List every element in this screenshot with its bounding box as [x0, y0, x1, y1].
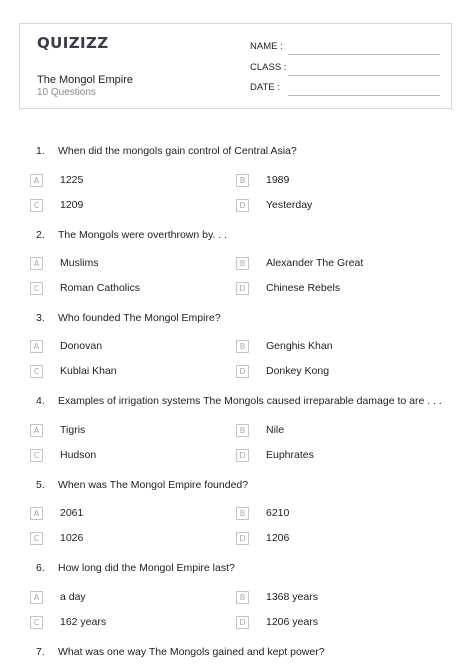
option-text: Yesterday: [266, 199, 313, 211]
name-line: [288, 54, 440, 55]
question-6: [0, 562, 474, 642]
option-letter-box: C: [30, 282, 43, 295]
option-d[interactable]: [236, 282, 436, 298]
question-4: [0, 395, 474, 475]
question-1: [0, 145, 474, 225]
option-c[interactable]: [30, 365, 230, 381]
option-text: Euphrates: [266, 449, 314, 461]
option-letter-box: A: [30, 424, 43, 437]
option-text: Hudson: [60, 449, 97, 461]
question-7: [0, 646, 474, 666]
option-text: Roman Catholics: [60, 282, 140, 294]
option-a[interactable]: [30, 174, 230, 190]
option-d[interactable]: [236, 532, 436, 548]
question-number: 5.: [36, 479, 45, 491]
option-letter-box: C: [30, 365, 43, 378]
option-text: 162 years: [60, 616, 107, 628]
question-text: Examples of irrigation systems The Mongols caused irreparable damage to are . . .: [58, 395, 442, 407]
option-letter-box: A: [30, 507, 43, 520]
option-letter-box: D: [236, 365, 249, 378]
option-b[interactable]: [236, 340, 436, 356]
question-number: 3.: [36, 312, 45, 324]
question-text: How long did the Mongol Empire last?: [58, 562, 235, 574]
option-letter-box: A: [30, 257, 43, 270]
question-text: Who founded The Mongol Empire?: [58, 312, 221, 324]
option-letter-box: A: [30, 340, 43, 353]
option-a[interactable]: [30, 424, 230, 440]
option-text: Donovan: [60, 340, 103, 352]
question-5: [0, 479, 474, 559]
option-text: 2061: [60, 507, 84, 519]
date-field[interactable]: [250, 82, 440, 96]
option-a[interactable]: [30, 340, 230, 356]
option-b[interactable]: [236, 424, 436, 440]
option-text: Muslims: [60, 257, 99, 269]
question-3: [0, 312, 474, 392]
option-a[interactable]: [30, 507, 230, 523]
option-letter-box: B: [236, 507, 249, 520]
option-letter-box: D: [236, 532, 249, 545]
option-letter-box: C: [30, 449, 43, 462]
option-letter-box: C: [30, 532, 43, 545]
question-number: 7.: [36, 646, 45, 658]
question-number: 6.: [36, 562, 45, 574]
option-letter-box: B: [236, 340, 249, 353]
question-2: [0, 229, 474, 309]
option-text: 1225: [60, 174, 84, 186]
option-d[interactable]: [236, 449, 436, 465]
date-label: DATE :: [250, 82, 280, 93]
option-text: Chinese Rebels: [266, 282, 341, 294]
option-text: 1026: [60, 532, 84, 544]
option-letter-box: D: [236, 199, 249, 212]
option-c[interactable]: [30, 199, 230, 215]
question-text: The Mongols were overthrown by. . .: [58, 229, 228, 241]
class-label: CLASS :: [250, 62, 287, 73]
option-b[interactable]: [236, 507, 436, 523]
option-letter-box: D: [236, 616, 249, 629]
option-c[interactable]: [30, 532, 230, 548]
question-number: 2.: [36, 229, 45, 241]
option-text: 6210: [266, 507, 290, 519]
option-text: Donkey Kong: [266, 365, 330, 377]
option-d[interactable]: [236, 199, 436, 215]
option-text: 1989: [266, 174, 290, 186]
option-text: Nile: [266, 424, 285, 436]
question-text: When did the mongols gain control of Central Asia?: [58, 145, 297, 157]
option-text: Tigris: [60, 424, 86, 436]
option-letter-box: B: [236, 591, 249, 604]
option-a[interactable]: [30, 257, 230, 273]
option-letter-box: C: [30, 199, 43, 212]
option-letter-box: A: [30, 174, 43, 187]
option-letter-box: D: [236, 282, 249, 295]
option-c[interactable]: [30, 616, 230, 632]
option-letter-box: D: [236, 449, 249, 462]
option-letter-box: B: [236, 424, 249, 437]
option-b[interactable]: [236, 257, 436, 273]
option-text: 1209: [60, 199, 84, 211]
question-text: When was The Mongol Empire founded?: [58, 479, 249, 491]
option-text: 1368 years: [266, 591, 318, 603]
option-text: 1206 years: [266, 616, 318, 628]
option-text: Genghis Khan: [266, 340, 333, 352]
option-text: Alexander The Great: [266, 257, 364, 269]
option-text: 1206: [266, 532, 290, 544]
option-b[interactable]: [236, 174, 436, 190]
option-c[interactable]: [30, 282, 230, 298]
question-text: What was one way The Mongols gained and kept power?: [58, 646, 325, 658]
option-d[interactable]: [236, 365, 436, 381]
option-letter-box: C: [30, 616, 43, 629]
question-count: 10 Questions: [37, 87, 96, 98]
name-label: NAME :: [250, 41, 283, 52]
option-letter-box: B: [236, 174, 249, 187]
option-b[interactable]: [236, 591, 436, 607]
option-text: a day: [60, 591, 86, 603]
date-line: [288, 95, 440, 96]
class-field[interactable]: [250, 62, 440, 76]
option-letter-box: A: [30, 591, 43, 604]
option-text: Kublai Khan: [60, 365, 117, 377]
option-letter-box: B: [236, 257, 249, 270]
class-line: [288, 75, 440, 76]
option-d[interactable]: [236, 616, 436, 632]
option-a[interactable]: [30, 591, 230, 607]
worksheet-title: The Mongol Empire: [37, 74, 133, 86]
question-number: 4.: [36, 395, 45, 407]
question-number: 1.: [36, 145, 45, 157]
quizizz-logo: QUIZIZZ: [37, 34, 109, 52]
option-c[interactable]: [30, 449, 230, 465]
name-field[interactable]: [250, 41, 440, 55]
